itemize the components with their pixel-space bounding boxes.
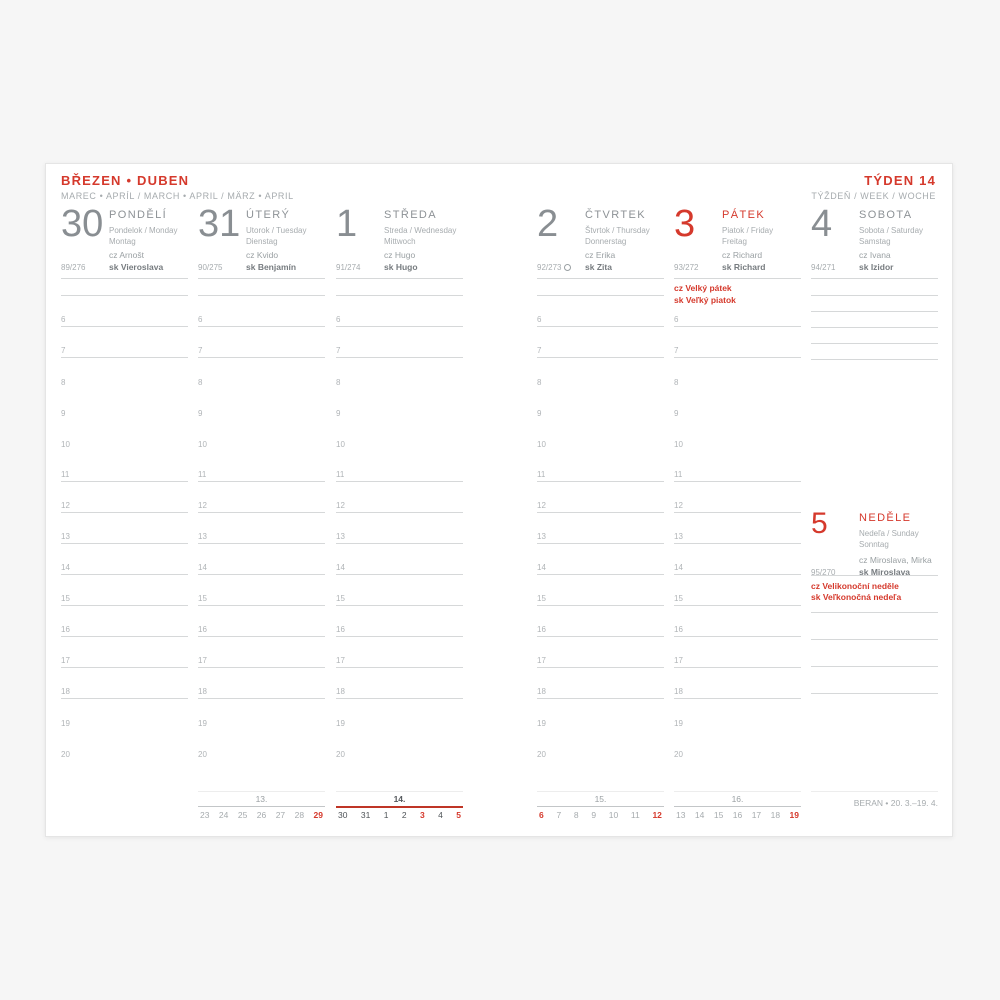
- day-number: 1: [336, 203, 358, 245]
- hour-row-17: [336, 637, 463, 668]
- notes-line: [811, 640, 938, 667]
- day-ordinal: 95/270: [811, 568, 836, 577]
- mini-week-divider: [674, 806, 801, 807]
- hour-row-14: [336, 544, 463, 575]
- hour-label: 6: [674, 315, 679, 324]
- hour-grid: [336, 296, 463, 761]
- mini-date: 10: [608, 810, 619, 820]
- mini-week-label: 14.: [393, 794, 406, 804]
- mini-week-14: [336, 791, 463, 820]
- notes-line: [61, 279, 188, 296]
- hour-row-14: [198, 544, 325, 575]
- hour-row-20: [674, 730, 801, 761]
- mini-date: 15: [713, 810, 724, 820]
- day-ordinal: 90/275: [198, 263, 223, 272]
- mini-week-label: 13.: [255, 794, 268, 804]
- week-subtitle: TÝŽDEŇ / WEEK / WOCHE: [811, 191, 936, 201]
- day-subtitle: [585, 225, 650, 247]
- holiday-sk: sk Veľkonočná nedeľa: [811, 592, 902, 602]
- notes-line: [537, 279, 664, 296]
- hour-grid: [674, 296, 801, 761]
- nameday-sk: sk Benjamín: [246, 262, 297, 272]
- hour-row-17: [61, 637, 188, 668]
- nameday-sk: sk Miroslava: [859, 567, 911, 577]
- hour-label: 9: [674, 409, 679, 418]
- hour-label: 11: [336, 470, 345, 479]
- hour-grid: [198, 296, 325, 761]
- hour-row-14: [537, 544, 664, 575]
- day-ordinal: 92/273: [537, 263, 562, 272]
- hour-row-18: [537, 668, 664, 699]
- mini-date: 2: [401, 810, 407, 820]
- hour-row-11: [61, 451, 188, 482]
- hour-row-11: [537, 451, 664, 482]
- mini-date: 27: [275, 810, 286, 820]
- hour-row-19: [198, 699, 325, 730]
- hour-row-12: [537, 482, 664, 513]
- hour-label: 7: [674, 346, 679, 355]
- hour-label: 17: [336, 656, 345, 665]
- hour-row-15: [674, 575, 801, 606]
- hour-row-9: [336, 389, 463, 420]
- mini-date: 24: [218, 810, 229, 820]
- notes-line: [811, 279, 938, 296]
- mini-date-holiday: 5: [456, 810, 461, 820]
- day-subtitle: [859, 528, 919, 550]
- hour-row-7: [198, 327, 325, 358]
- hour-row-6: [537, 296, 664, 327]
- hour-row-8: [674, 358, 801, 389]
- mini-date: 7: [556, 810, 562, 820]
- hour-label: 19: [336, 719, 345, 728]
- hour-label: 14: [537, 563, 546, 572]
- hour-label: 17: [674, 656, 683, 665]
- nameday-cz: cz Ivana: [859, 250, 891, 260]
- hour-label: 11: [61, 470, 70, 479]
- hour-row-17: [537, 637, 664, 668]
- hour-row-19: [61, 699, 188, 730]
- hour-row-19: [336, 699, 463, 730]
- mini-date: 11: [630, 810, 640, 820]
- hour-row-11: [336, 451, 463, 482]
- month-title: BŘEZEN • DUBEN: [61, 173, 190, 188]
- hour-label: 7: [61, 346, 66, 355]
- hour-label: 16: [674, 625, 683, 634]
- day-ordinal: 91/274: [336, 263, 361, 272]
- hour-label: 20: [61, 750, 70, 759]
- hour-label: 12: [537, 501, 546, 510]
- hour-label: 18: [336, 687, 345, 696]
- hour-label: 18: [198, 687, 207, 696]
- mini-week-label: 16.: [731, 794, 744, 804]
- hour-label: 16: [336, 625, 345, 634]
- mini-date: 17: [751, 810, 762, 820]
- hour-row-20: [198, 730, 325, 761]
- hour-row-6: [674, 296, 801, 327]
- hour-label: 8: [336, 378, 341, 387]
- hour-row-8: [198, 358, 325, 389]
- hour-label: 12: [61, 501, 70, 510]
- hour-row-9: [537, 389, 664, 420]
- hour-row-13: [336, 513, 463, 544]
- hour-row-7: [674, 327, 801, 358]
- mini-date: 28: [294, 810, 305, 820]
- hour-row-8: [336, 358, 463, 389]
- day-subtitle: [246, 225, 306, 247]
- day-subtitle-line2: Montag: [109, 237, 136, 246]
- hour-label: 13: [336, 532, 345, 541]
- zodiac-label: BERAN • 20. 3.–19. 4.: [811, 791, 938, 808]
- hour-row-14: [61, 544, 188, 575]
- hour-row-13: [61, 513, 188, 544]
- hour-label: 11: [674, 470, 683, 479]
- day-column-friday: [674, 204, 801, 761]
- hour-label: 7: [537, 346, 542, 355]
- notes-line: [811, 613, 938, 640]
- day-header: [811, 204, 938, 279]
- hour-row-6: [198, 296, 325, 327]
- hour-label: 15: [537, 594, 546, 603]
- hour-label: 6: [537, 315, 542, 324]
- hour-label: 16: [537, 625, 546, 634]
- mini-week-dates: [198, 810, 325, 820]
- mini-date: 31: [360, 810, 371, 820]
- hour-row-10: [674, 420, 801, 451]
- hour-label: 18: [61, 687, 70, 696]
- hour-row-12: [61, 482, 188, 513]
- mini-week-divider: [537, 806, 664, 807]
- hour-label: 17: [537, 656, 546, 665]
- mini-date: 8: [573, 810, 579, 820]
- day-subtitle-line1: Nedeľa / Sunday: [859, 529, 919, 538]
- nameday-sk: sk Vieroslava: [109, 262, 164, 272]
- hour-label: 20: [537, 750, 546, 759]
- hour-row-13: [674, 513, 801, 544]
- holiday-sk: sk Veľký piatok: [674, 294, 736, 305]
- planner-page: [45, 163, 953, 837]
- hour-label: 9: [336, 409, 341, 418]
- hour-label: 14: [336, 563, 345, 572]
- hour-label: 20: [336, 750, 345, 759]
- hour-label: 10: [198, 440, 207, 449]
- hour-label: 19: [674, 719, 683, 728]
- nameday-sk: sk Hugo: [384, 262, 418, 272]
- month-subtitle: MAREC • APRÍL / MARCH • APRIL / MÄRZ • APRIL: [61, 191, 294, 201]
- day-header: [198, 204, 325, 279]
- hour-label: 19: [61, 719, 70, 728]
- day-subtitle-line1: Sobota / Saturday: [859, 226, 924, 235]
- hour-row-19: [674, 699, 801, 730]
- hour-label: 18: [674, 687, 683, 696]
- hour-row-18: [336, 668, 463, 699]
- hour-label: 15: [198, 594, 207, 603]
- hour-label: 9: [198, 409, 203, 418]
- mini-week-13: [198, 791, 325, 820]
- day-column-saturday: [811, 203, 938, 602]
- hour-label: 10: [674, 440, 683, 449]
- mini-date-holiday: 19: [789, 810, 799, 820]
- mini-date-holiday: 12: [652, 810, 662, 820]
- hour-label: 14: [198, 563, 207, 572]
- notes-line: [811, 312, 938, 328]
- hour-label: 13: [61, 532, 70, 541]
- hour-row-16: [61, 606, 188, 637]
- day-ordinal: 94/271: [811, 263, 836, 272]
- hour-row-7: [61, 327, 188, 358]
- day-name: ČTVRTEK: [585, 209, 646, 221]
- full-moon-icon: [564, 264, 571, 271]
- hour-label: 8: [537, 378, 542, 387]
- hour-row-13: [198, 513, 325, 544]
- hour-row-7: [537, 327, 664, 358]
- hour-label: 9: [61, 409, 66, 418]
- hour-row-10: [61, 420, 188, 451]
- day-name: PONDĚLÍ: [109, 209, 168, 221]
- hour-row-12: [198, 482, 325, 513]
- mini-week-dates: [336, 810, 463, 820]
- mini-week-divider: [336, 806, 463, 808]
- hour-row-12: [674, 482, 801, 513]
- mini-week-label: 15.: [594, 794, 607, 804]
- hour-label: 8: [674, 378, 679, 387]
- day-subtitle-line1: Utorok / Tuesday: [246, 226, 307, 235]
- day-subtitle: [859, 225, 923, 247]
- mini-date: 23: [200, 810, 210, 820]
- hour-row-9: [198, 389, 325, 420]
- mini-week-dates: [537, 810, 664, 820]
- day-subtitle-line1: Štvrtok / Thursday: [585, 226, 650, 235]
- day-subtitle-line1: Piatok / Friday: [722, 226, 774, 235]
- day-header: [537, 204, 664, 279]
- mini-date: 13: [676, 810, 686, 820]
- day-subtitle-line2: Mittwoch: [384, 237, 416, 246]
- day-number: 3: [674, 203, 696, 245]
- hour-label: 12: [198, 501, 207, 510]
- day-header: [61, 204, 188, 279]
- hour-label: 12: [674, 501, 683, 510]
- nameday-cz: cz Kvido: [246, 250, 279, 260]
- mini-date: 4: [438, 810, 443, 820]
- day-subtitle: [722, 225, 773, 247]
- day-name: STŘEDA: [384, 209, 438, 221]
- day-subtitle: [109, 225, 178, 247]
- hour-row-12: [336, 482, 463, 513]
- hour-label: 19: [537, 719, 546, 728]
- mini-week-16: [674, 791, 801, 820]
- day-name: ÚTERÝ: [246, 209, 291, 221]
- hour-row-15: [61, 575, 188, 606]
- hour-row-15: [336, 575, 463, 606]
- mini-week-dates: [674, 810, 801, 820]
- hour-row-17: [674, 637, 801, 668]
- mini-date: 1: [383, 810, 389, 820]
- notes-line: [198, 279, 325, 296]
- hour-row-15: [537, 575, 664, 606]
- notes-line: [811, 328, 938, 344]
- day-name: NEDĚLE: [859, 512, 912, 524]
- hour-label: 10: [537, 440, 546, 449]
- hour-label: 11: [198, 470, 207, 479]
- hour-row-16: [674, 606, 801, 637]
- hour-row-9: [674, 389, 801, 420]
- nameday-sk: sk Zita: [585, 262, 612, 272]
- holiday-label: [811, 576, 938, 613]
- sunday-block: [811, 506, 938, 694]
- hour-label: 10: [336, 440, 345, 449]
- hour-label: 14: [674, 563, 683, 572]
- day-subtitle-line1: Pondelok / Monday: [109, 226, 178, 235]
- hour-row-20: [336, 730, 463, 761]
- hour-row-20: [537, 730, 664, 761]
- hour-row-10: [198, 420, 325, 451]
- hour-label: 16: [61, 625, 70, 634]
- hour-label: 7: [198, 346, 203, 355]
- hour-label: 13: [198, 532, 207, 541]
- notes-line: [811, 667, 938, 694]
- day-name: PÁTEK: [722, 209, 766, 221]
- mini-date-holiday: 3: [419, 810, 425, 820]
- day-column-wednesday: [336, 204, 463, 761]
- nameday-cz: cz Erika: [585, 250, 616, 260]
- hour-row-6: [61, 296, 188, 327]
- hour-row-15: [198, 575, 325, 606]
- hour-label: 12: [336, 501, 345, 510]
- hour-label: 6: [61, 315, 66, 324]
- day-number: 31: [198, 203, 241, 245]
- hour-label: 10: [61, 440, 70, 449]
- hour-label: 6: [198, 315, 203, 324]
- hour-label: 7: [336, 346, 341, 355]
- hour-row-7: [336, 327, 463, 358]
- hour-row-13: [537, 513, 664, 544]
- hour-row-20: [61, 730, 188, 761]
- mini-date: 25: [237, 810, 248, 820]
- hour-row-8: [537, 358, 664, 389]
- hour-row-16: [198, 606, 325, 637]
- hour-label: 20: [674, 750, 683, 759]
- hour-label: 18: [537, 687, 546, 696]
- hour-row-18: [674, 668, 801, 699]
- day-subtitle-line2: Donnerstag: [585, 237, 627, 246]
- nameday-sk: sk Izidor: [859, 262, 894, 272]
- hour-label: 15: [674, 594, 683, 603]
- mini-week-divider: [198, 806, 325, 807]
- day-subtitle-line2: Freitag: [722, 237, 747, 246]
- day-ordinal: 93/272: [674, 263, 699, 272]
- hour-label: 16: [198, 625, 207, 634]
- hour-row-9: [61, 389, 188, 420]
- hour-row-6: [336, 296, 463, 327]
- hour-label: 14: [61, 563, 70, 572]
- day-ordinal: 89/276: [61, 263, 86, 272]
- hour-label: 9: [537, 409, 542, 418]
- hour-row-8: [61, 358, 188, 389]
- holiday-cz: cz Velikonoční neděle: [811, 581, 899, 591]
- hour-row-16: [336, 606, 463, 637]
- mini-date-holiday: 6: [539, 810, 544, 820]
- day-subtitle-line2: Samstag: [859, 237, 891, 246]
- nameday-cz: cz Miroslava, Mirka: [859, 555, 932, 565]
- hour-row-10: [537, 420, 664, 451]
- hour-row-14: [674, 544, 801, 575]
- day-column-tuesday: [198, 204, 325, 761]
- day-subtitle-line1: Streda / Wednesday: [384, 226, 457, 235]
- notes-line: [811, 296, 938, 312]
- hour-label: 13: [674, 532, 683, 541]
- hour-label: 17: [198, 656, 207, 665]
- day-name: SOBOTA: [859, 209, 913, 221]
- mini-date: 14: [694, 810, 705, 820]
- holiday-cz: cz Velký pátek: [674, 283, 732, 293]
- nameday-cz: cz Arnošt: [109, 250, 144, 260]
- mini-date: 26: [256, 810, 267, 820]
- hour-label: 19: [198, 719, 207, 728]
- hour-label: 6: [336, 315, 341, 324]
- mini-date-holiday: 29: [313, 810, 323, 820]
- hour-label: 8: [198, 378, 203, 387]
- day-number: 30: [61, 203, 104, 245]
- day-subtitle-line2: Dienstag: [246, 237, 278, 246]
- hour-label: 15: [61, 594, 70, 603]
- mini-date: 9: [591, 810, 597, 820]
- hour-row-11: [198, 451, 325, 482]
- day-number: 4: [811, 203, 833, 245]
- hour-row-19: [537, 699, 664, 730]
- hour-label: 13: [537, 532, 546, 541]
- day-header: [811, 506, 938, 576]
- hour-row-16: [537, 606, 664, 637]
- hour-row-18: [61, 668, 188, 699]
- mini-week-15: [537, 791, 664, 820]
- hour-label: 17: [61, 656, 70, 665]
- day-number: 2: [537, 203, 559, 245]
- hour-grid: [61, 296, 188, 761]
- mini-date: 18: [770, 810, 781, 820]
- day-column-monday: [61, 204, 188, 761]
- day-header: [336, 204, 463, 279]
- hour-label: 8: [61, 378, 66, 387]
- hour-row-11: [674, 451, 801, 482]
- mini-date: 16: [732, 810, 743, 820]
- week-title: TÝDEN 14: [864, 173, 936, 188]
- notes-line: [336, 279, 463, 296]
- hour-row-18: [198, 668, 325, 699]
- nameday-cz: cz Hugo: [384, 250, 416, 260]
- mini-date: 30: [338, 810, 348, 820]
- day-header: [674, 204, 801, 279]
- day-subtitle-line2: Sonntag: [859, 540, 889, 549]
- day-subtitle: [384, 225, 456, 247]
- day-number: 5: [811, 507, 828, 540]
- day-column-thursday: [537, 204, 664, 761]
- nameday-sk: sk Richard: [722, 262, 766, 272]
- hour-label: 20: [198, 750, 207, 759]
- hour-label: 15: [336, 594, 345, 603]
- hour-row-17: [198, 637, 325, 668]
- notes-line: [811, 344, 938, 360]
- hour-grid: [537, 296, 664, 761]
- hour-label: 11: [537, 470, 546, 479]
- nameday-cz: cz Richard: [722, 250, 763, 260]
- hour-row-10: [336, 420, 463, 451]
